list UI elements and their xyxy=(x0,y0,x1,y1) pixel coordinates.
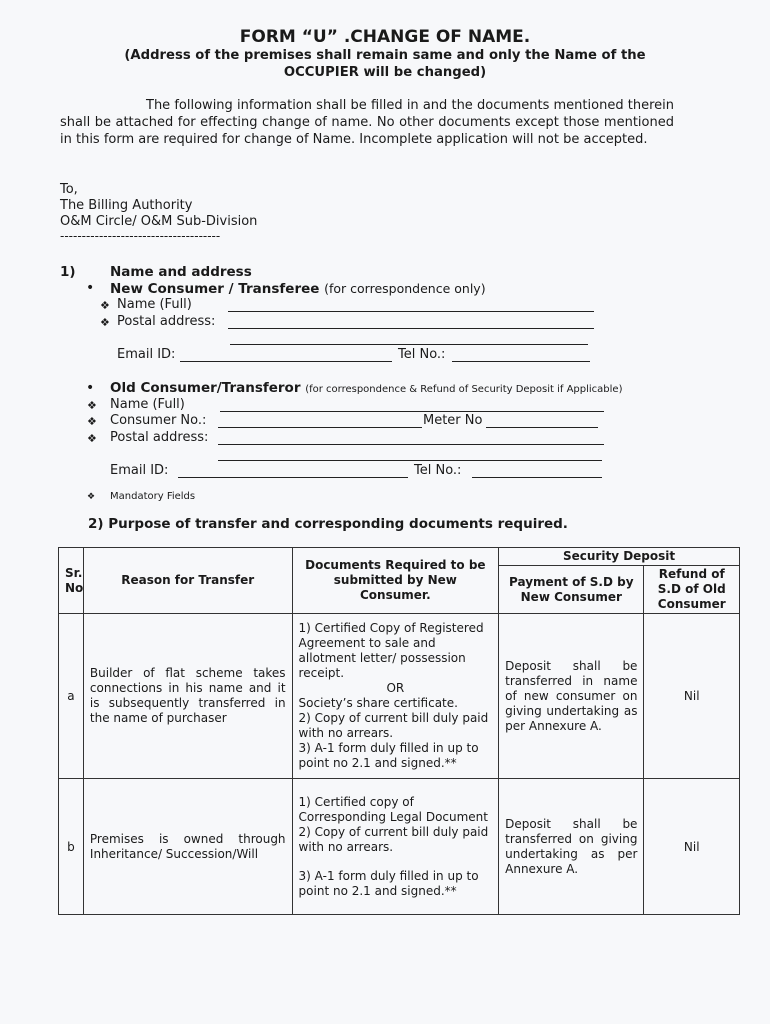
diamond-icon: ❖ xyxy=(87,432,97,445)
row-payment: Deposit shall be transferred in name of new consumer on giving undertaking as per Annexure A. xyxy=(499,614,644,779)
row-reason: Premises is owned through Inheritance/ Succession/Will xyxy=(83,779,292,915)
section1-number: 1) xyxy=(60,264,76,280)
new-consumer-note: (for correspondence only) xyxy=(324,281,486,296)
row-refund: Nil xyxy=(644,779,740,915)
old-meter-label: Meter No xyxy=(423,413,483,428)
old-name-label: Name (Full) xyxy=(110,397,185,412)
new-name-field[interactable] xyxy=(228,311,594,312)
new-email-label: Email ID: xyxy=(117,347,176,362)
new-postal-field[interactable] xyxy=(228,328,594,329)
old-consumer-no-label: Consumer No.: xyxy=(110,413,207,428)
old-consumer-no-field[interactable] xyxy=(218,427,422,428)
form-subtitle-line2: OCCUPIER will be changed) xyxy=(283,65,487,80)
header-security-deposit: Security Deposit xyxy=(499,548,740,566)
table-row xyxy=(59,779,740,915)
doc-item: OR xyxy=(386,681,405,695)
mandatory-fields-note: Mandatory Fields xyxy=(110,491,196,502)
new-consumer-heading xyxy=(110,281,486,297)
diamond-icon: ❖ xyxy=(100,299,110,312)
section2-heading: 2) Purpose of transfer and corresponding documents required. xyxy=(88,516,568,532)
doc-item: 1) Certified copy of Corresponding Legal Document xyxy=(298,794,488,824)
doc-item: 2) Copy of current bill duly paid with no arrears. xyxy=(298,711,489,740)
form-title: FORM “U” .CHANGE OF NAME. xyxy=(239,27,531,47)
header-documents: Documents Required to be submitted by New Consumer. xyxy=(292,548,499,614)
bullet-icon: • xyxy=(86,380,95,396)
doc-item: 1) Certified Copy of Registered Agreement to sale and allotment letter/ possession receipt. xyxy=(298,621,484,680)
doc-item: 3) A-1 form duly filled in up to point no 2.1 and signed.** xyxy=(298,868,479,898)
row-documents xyxy=(292,779,499,915)
diamond-icon: ❖ xyxy=(87,415,97,428)
old-email-field[interactable] xyxy=(178,477,408,478)
row-payment: Deposit shall be transferred on giving undertaking as per Annexure A. xyxy=(499,779,644,915)
address-circle: O&M Circle/ O&M Sub-Division xyxy=(60,214,258,229)
address-dashes: ------------------------------------- xyxy=(60,229,221,243)
header-payment: Payment of S.D by New Consumer xyxy=(499,566,644,614)
doc-item: 2) Copy of current bill duly paid with no arrears. xyxy=(298,824,489,854)
row-reason: Builder of flat scheme takes connections in his name and it is subsequently transferred in the name of purchaser xyxy=(83,614,292,779)
intro-paragraph: The following information shall be filled in and the documents mentioned therein shall be attached for effecting change of name. No other documents except those mentioned in this form are required for change of Name. Incomplete application will not be accepted. xyxy=(60,98,674,147)
diamond-icon: ❖ xyxy=(87,492,96,502)
doc-item: Society’s share certificate. xyxy=(298,696,458,710)
old-consumer-heading-text: Old Consumer/Transferor xyxy=(110,380,301,396)
old-postal-field[interactable] xyxy=(218,444,604,445)
doc-item: 3) A-1 form duly filled in up to point no 2.1 and signed.** xyxy=(298,741,479,770)
old-tel-field[interactable] xyxy=(472,477,602,478)
old-consumer-note: (for correspondence & Refund of Security Deposit if Applicable) xyxy=(305,384,623,395)
header-reason: Reason for Transfer xyxy=(83,548,292,614)
old-postal-label: Postal address: xyxy=(110,430,209,445)
address-to: To, xyxy=(60,182,78,197)
new-email-field[interactable] xyxy=(180,361,392,362)
diamond-icon: ❖ xyxy=(87,399,97,412)
form-subtitle-line1: (Address of the premises shall remain same and only the Name of the xyxy=(124,48,646,63)
address-authority: The Billing Authority xyxy=(60,198,193,213)
header-refund: Refund of S.D of Old Consumer xyxy=(644,566,740,614)
old-consumer-heading xyxy=(110,380,623,396)
old-postal-field-line2[interactable] xyxy=(218,460,602,461)
new-name-label: Name (Full) xyxy=(117,297,192,312)
bullet-icon: • xyxy=(86,280,95,296)
row-sr: b xyxy=(59,779,84,915)
old-meter-field[interactable] xyxy=(486,427,598,428)
old-tel-label: Tel No.: xyxy=(414,463,462,478)
old-email-label: Email ID: xyxy=(110,463,169,478)
new-postal-field-line2[interactable] xyxy=(230,344,588,345)
row-sr: a xyxy=(59,614,84,779)
header-sr-no: Sr. No xyxy=(59,548,84,614)
new-tel-field[interactable] xyxy=(452,361,590,362)
row-refund: Nil xyxy=(644,614,740,779)
transfer-documents-table xyxy=(58,547,740,915)
row-documents xyxy=(292,614,499,779)
old-name-field[interactable] xyxy=(220,411,604,412)
diamond-icon: ❖ xyxy=(100,316,110,329)
new-postal-label: Postal address: xyxy=(117,314,216,329)
table-row xyxy=(59,614,740,779)
section1-heading: Name and address xyxy=(110,264,252,280)
new-consumer-heading-text: New Consumer / Transferee xyxy=(110,281,320,297)
new-tel-label: Tel No.: xyxy=(398,347,446,362)
